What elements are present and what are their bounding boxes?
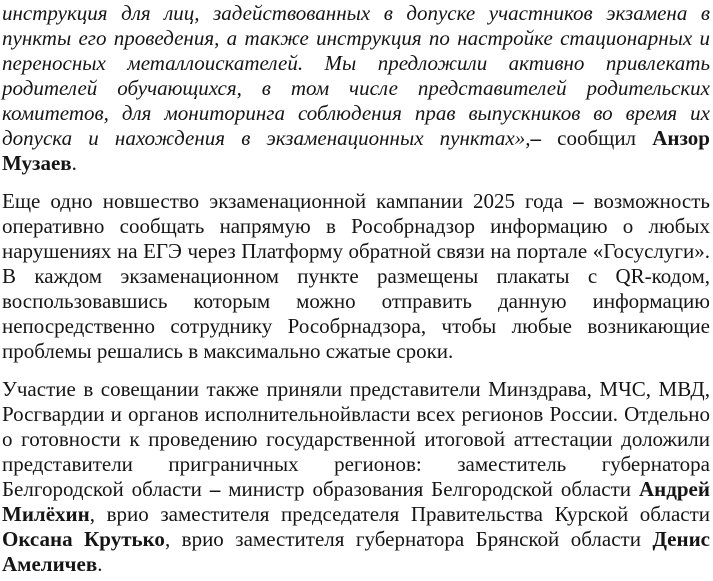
text-run: Еще одно новшество экзаменационной кампании 2025 года — [2, 189, 574, 213]
text-run: , врио заместителя председателя Правительства Курской области — [89, 502, 710, 526]
text-run: министр образования Белгородской области — [220, 477, 639, 501]
dash: – — [530, 126, 541, 150]
dash: – — [209, 477, 221, 501]
text-run: Участие в совещании также приняли представители Минздрава, МЧС, МВД, Росгвардии и органов исполнительнойвласти всех регионов России. Отдельно о готовности к проведению государственной итоговой аттестации доложили представители приграничных регионов: заместитель губернатора Белгородской области — [2, 377, 710, 501]
article-body — [2, 1, 710, 577]
text-run: . — [71, 151, 77, 175]
participants-paragraph — [2, 377, 710, 577]
text-run: возможность оперативно сообщать напрямую в Рособрнадзор информацию о любых нарушениях на ЕГЭ через Платформу обратной связи на портале «Госуслуги». В каждом экзаменационном пункте размещены плакаты с QR-кодом, воспользовавшись которым можно отправить данную информацию непосредственно сотруднику Рособрнадзора, чтобы любые возникающие проблемы решались в максимально сжатые сроки. — [2, 189, 711, 363]
quote-paragraph — [2, 1, 710, 176]
person-name: Денис Амеличев — [2, 527, 710, 576]
person-name: Анзор Музаев — [2, 126, 710, 175]
attribution-text: сообщил — [540, 126, 653, 150]
quote-text: инструкция для лиц, задействованных в допуске участников экзамена в пункты его проведения, а также инструкция по настройке стационарных и переносных металлоискателей. Мы предложили активно привлекать родителей обучающихся, в том числе представителей родительских комитетов, для мониторинга соблюдения прав выпускников во время их допуска и нахождения в экзаменационных пунктах», — [2, 1, 710, 150]
text-run: , врио заместителя губернатора Брянской области — [164, 527, 653, 551]
dash: – — [573, 189, 584, 213]
person-name: Оксана Крутько — [2, 527, 165, 551]
person-name: Андрей Милёхин — [2, 477, 710, 526]
news-paragraph — [2, 189, 710, 364]
text-run: . — [97, 552, 103, 576]
